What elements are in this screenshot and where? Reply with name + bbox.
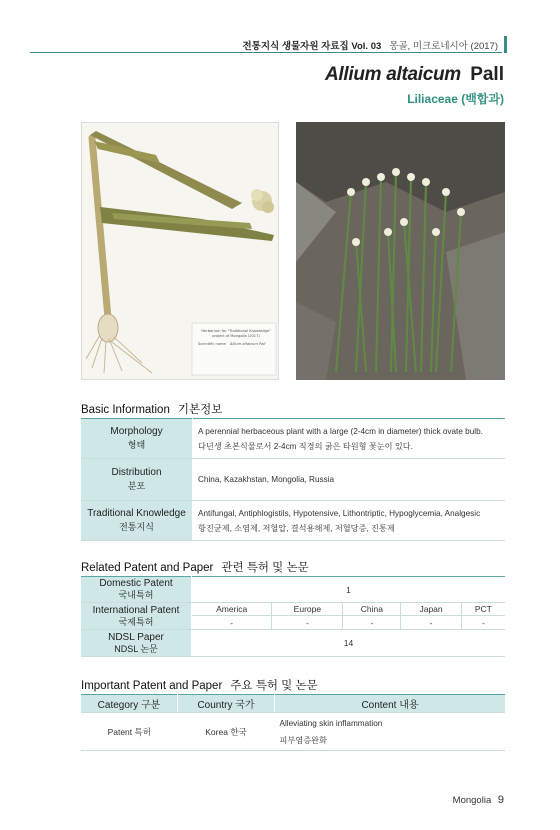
row-country: Korea 한국	[178, 713, 275, 751]
row-content-ko: 피부염증완화	[279, 735, 327, 745]
content-header: Content 내용	[275, 695, 506, 713]
country-america: America	[192, 603, 272, 616]
important-patent-title: Important Patent and Paper 주요 특허 및 논문	[81, 680, 318, 692]
species-title	[325, 64, 504, 86]
traditional-knowledge-row	[81, 501, 505, 541]
important-header-row	[81, 695, 505, 713]
ndsl-paper-label: NDSL Paper	[108, 631, 164, 643]
distribution-text: China, Kazakhstan, Mongolia, Russia	[193, 459, 506, 501]
value-japan: -	[401, 616, 461, 630]
category-header: Category 구분	[81, 695, 178, 713]
traditional-knowledge-text-en: Antifungal, Antiphlogistils, Hypotensive, Lithontriptic, Hypoglycemia, Analgesic	[198, 508, 481, 518]
header-rule	[30, 52, 502, 53]
value-pct: -	[461, 616, 505, 630]
row-content-en: Alleviating skin inflammation	[279, 718, 383, 728]
distribution-label-ko: 분포	[127, 481, 146, 491]
international-patent-label: International Patent	[92, 604, 180, 616]
traditional-knowledge-label: Traditional Knowledge	[87, 508, 186, 519]
species-author: Pall	[470, 64, 504, 85]
basic-info-title: Basic Information 기본정보	[81, 404, 223, 416]
row-category: Patent 특허	[81, 713, 178, 751]
specimen-label-line2: project of Mongolia (2017)	[212, 334, 260, 338]
value-america: -	[192, 616, 272, 630]
specimen-label	[198, 329, 274, 347]
domestic-patent-count: 1	[192, 577, 506, 603]
morphology-text-ko: 다년생 초본식물로서 2-4cm 직경의 굵은 타원형 꽃눈이 있다.	[198, 441, 413, 451]
traditional-knowledge-text-ko: 항진균제, 소염제, 저혈압, 결석용해제, 저혈당증, 진통제	[198, 523, 395, 533]
ndsl-paper-count: 14	[192, 630, 506, 657]
morphology-label-ko: 형태	[127, 440, 146, 450]
specimen-label-line1: Herbarium for "Traditional Knowledge"	[201, 329, 271, 333]
related-patent-table	[81, 576, 505, 657]
important-row	[81, 713, 505, 751]
domestic-patent-label-ko: 국내특허	[118, 590, 154, 600]
traditional-knowledge-label-ko: 전통지식	[119, 522, 154, 532]
country-china: China	[343, 603, 401, 616]
morphology-row	[81, 419, 505, 459]
basic-info-table	[81, 418, 505, 541]
page-number: 9	[497, 794, 504, 806]
specimen-sci-field: Scientific name	[198, 342, 226, 346]
field-photo	[296, 122, 505, 380]
country-pct: PCT	[461, 603, 505, 616]
header-accent-bar	[504, 36, 507, 53]
value-china: -	[343, 616, 401, 630]
important-patent-table	[81, 694, 505, 751]
series-title: 전통지식 생물자원 자료집 Vol. 03	[242, 41, 382, 52]
country-header: Country 국가	[178, 695, 275, 713]
herbarium-specimen-image	[81, 122, 279, 380]
morphology-text-en: A perennial herbaceous plant with a large (2-4cm in diameter) thick ovate bulb.	[198, 426, 483, 436]
domestic-patent-row	[81, 577, 505, 603]
ndsl-paper-label-ko: NDSL 논문	[114, 643, 158, 654]
family-name: Liliaceae (백합과)	[407, 92, 504, 106]
international-patent-countries-row	[81, 603, 505, 616]
value-europe: -	[272, 616, 343, 630]
page-footer	[453, 794, 504, 806]
footer-country: Mongolia	[452, 795, 492, 806]
distribution-label: Distribution	[111, 467, 162, 478]
distribution-row	[81, 459, 505, 501]
country-japan: Japan	[401, 603, 461, 616]
international-patent-label-ko: 국제특허	[118, 616, 154, 627]
country-europe: Europe	[272, 603, 343, 616]
specimen-sci-value: Allium altaicum Pall	[229, 342, 266, 346]
related-patent-title: Related Patent and Paper 관련 특허 및 논문	[81, 562, 309, 574]
region-year: 몽골, 미크로네시아 (2017)	[389, 41, 498, 52]
morphology-label: Morphology	[110, 426, 163, 437]
species-name: Allium altaicum	[324, 64, 461, 85]
running-header	[242, 38, 498, 52]
ndsl-paper-row	[81, 630, 505, 657]
domestic-patent-label: Domestic Patent	[99, 578, 173, 589]
